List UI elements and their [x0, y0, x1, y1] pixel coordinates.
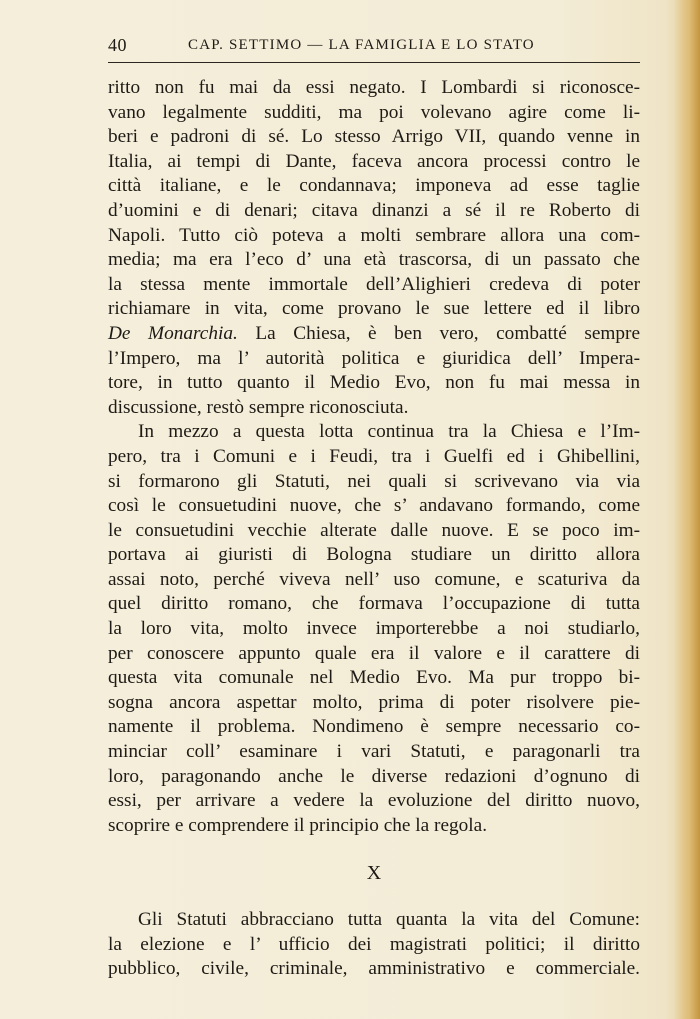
text-line: la loro vita, molto invece importerebbe a noi studiarlo, [108, 618, 640, 640]
book-title-de-monarchia: De Monarchia. [108, 322, 238, 344]
text-line-with-title [108, 322, 640, 347]
text-line-remainder: La Chiesa, è ben vero, combatté sempre [237, 322, 641, 344]
text-line: discussione, restò sempre riconosciuta. [108, 396, 409, 418]
text-line: tore, in tutto quanto il Medio Evo, non fu mai messa in [108, 372, 640, 394]
text-line: l’Impero, ma l’ autorità politica e giuridica dell’ Impera- [108, 347, 640, 369]
text-line: sogna ancora aspettar molto, prima di poter risolvere pie- [108, 691, 640, 713]
text-line: portava ai giuristi di Bologna studiare un diritto allora [108, 544, 640, 566]
text-line: media; ma era l’eco d’ una età trascorsa, di un passato che [108, 249, 640, 271]
text-line: pero, tra i Comuni e i Feudi, tra i Guelfi ed i Ghibellini, [108, 445, 640, 467]
text-line: questa vita comunale nel Medio Evo. Ma pur troppo bi- [108, 667, 640, 689]
paragraph-2 [108, 420, 640, 838]
text-line: essi, per arrivare a vedere la evoluzione del diritto nuovo, [108, 790, 640, 812]
body-text [108, 76, 640, 838]
text-line: si formarono gli Statuti, nei quali si scrivevano via via [108, 470, 640, 492]
text-line: città italiane, e le condannava; imponeva ad esse taglie [108, 175, 640, 197]
text-line: Italia, ai tempi di Dante, faceva ancora processi contro le [108, 150, 640, 172]
page-header [108, 33, 640, 57]
text-line: la elezione e l’ ufficio dei magistrati politici; il diritto [108, 933, 640, 955]
text-line: minciar coll’ esaminare i vari Statuti, e paragonarli tra [108, 741, 640, 763]
page-number: 40 [108, 35, 127, 55]
text-line: ritto non fu mai da essi negato. I Lombardi si riconosce- [108, 77, 640, 98]
header-rule [108, 62, 640, 63]
text-line: vano legalmente sudditi, ma poi volevano agire come li- [108, 101, 640, 123]
text-line: pubblico, civile, criminale, amministrativo e commerciale. [108, 958, 640, 980]
text-line: In mezzo a questa lotta continua tra la Chiesa e l’Im- [138, 421, 640, 443]
running-head: CAP. SETTIMO — LA FAMIGLIA E LO STATO [188, 37, 535, 53]
text-line: assai noto, perché viveva nell’ uso comune, e scaturiva da [108, 568, 640, 590]
section-heading: X [366, 862, 382, 884]
text-line: quel diritto romano, che formava l’occupazione di tutta [108, 593, 640, 615]
paragraph-1 [108, 76, 640, 420]
text-line: le consuetudini vecchie alterate dalle nuove. E se poco im- [108, 519, 640, 541]
text-line: così le consuetudini nuove, che s’ andavano formando, come [108, 495, 640, 517]
paragraph-3 [108, 908, 640, 982]
text-line: la stessa mente immortale dell’Alighieri credeva di poter [108, 273, 640, 295]
text-line: beri e padroni di sé. Lo stesso Arrigo VII, quando venne in [108, 126, 640, 148]
text-line: Napoli. Tutto ciò poteva a molti sembrare allora una com- [108, 224, 640, 246]
page-edge-shadow [674, 0, 700, 1019]
text-line: d’uomini e di denari; citava dinanzi a sé il re Roberto di [108, 199, 640, 221]
text-line: Gli Statuti abbracciano tutta quanta la vita del Comune: [138, 909, 640, 930]
text-line: scoprire e comprendere il principio che la regola. [108, 814, 488, 836]
text-line: namente il problema. Nondimeno è sempre necessario co- [108, 716, 640, 738]
text-line: loro, paragonando anche le diverse redazioni d’ognuno di [108, 765, 640, 787]
text-line: per conoscere appunto quale era il valore e il carattere di [108, 642, 640, 664]
text-line: richiamare in vita, come provano le sue lettere ed il libro [108, 298, 640, 320]
